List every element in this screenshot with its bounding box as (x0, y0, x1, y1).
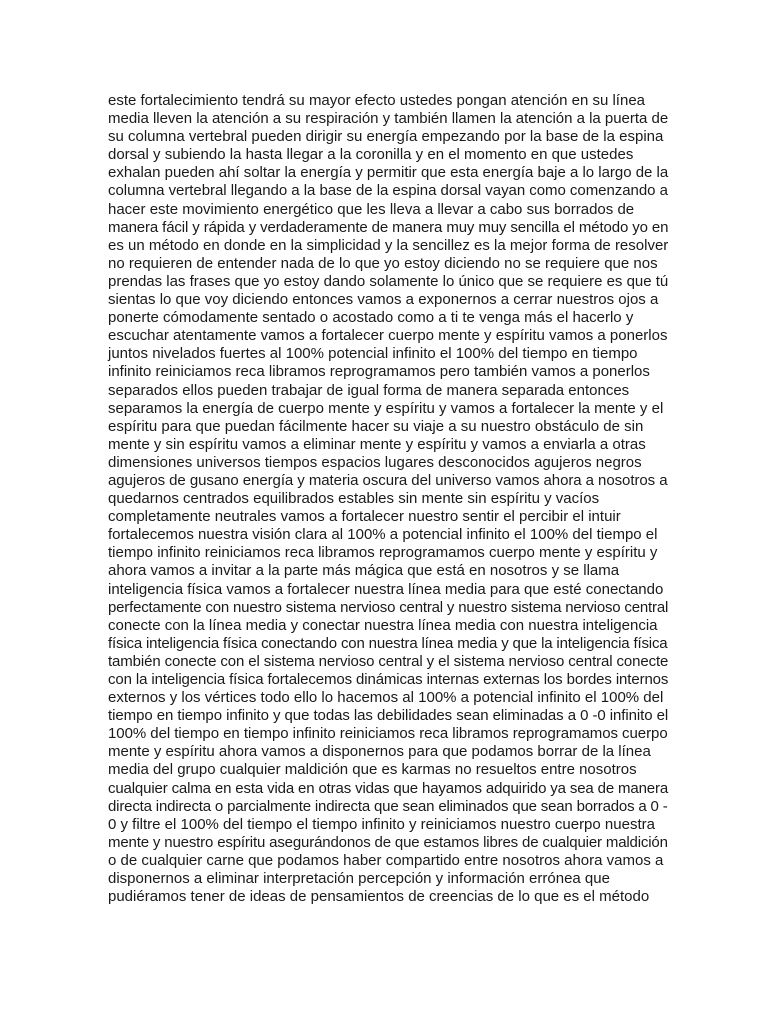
text-line: física inteligencia física conectando con nuestra línea media y que la inteligencia física (108, 634, 668, 652)
text-line: exhalan pueden ahí soltar la energía y permitir que esta energía baje a lo largo de la (108, 164, 669, 182)
text-line: es un método en donde en la simplicidad y la sencillez es la mejor forma de resolver (108, 236, 669, 254)
text-line: mente y sin espíritu vamos a eliminar mente y espíritu y vamos a enviarla a otras (108, 435, 646, 453)
text-line: mente y espíritu ahora vamos a disponernos para que podamos borrar de la línea (108, 743, 651, 761)
text-line: columna vertebral llegando a la base de la espina dorsal vayan como comenzando a (108, 182, 668, 200)
text-line: su columna vertebral pueden dirigir su energía empezando por la base de la espina (108, 128, 664, 146)
text-line: quedarnos centrados equilibrados estables sin mente sin espíritu y vacíos (108, 490, 600, 508)
text-line: infinito reiniciamos reca libramos reprogramamos pero también vamos a ponerlos (108, 363, 650, 381)
text-line: este fortalecimiento tendrá su mayor efecto ustedes pongan atención en su línea (108, 92, 646, 109)
text-line: inteligencia física vamos a fortalecer nuestra línea media para que esté conectando (108, 580, 664, 598)
text-line: conecte con la línea media y conectar nuestra línea media con nuestra inteligencia (108, 616, 658, 634)
text-line: no requieren de entender nada de lo que yo estoy diciendo no se requiere que nos (108, 254, 658, 272)
text-line: prendas las frases que yo estoy dando solamente lo único que se requiere es que tú (108, 272, 669, 290)
text-line: separamos la energía de cuerpo mente y espíritu y vamos a fortalecer la mente y el (108, 399, 664, 417)
body-text (108, 92, 668, 906)
text-line: juntos nivelados fuertes al 100% potencial infinito el 100% del tiempo en tiempo (108, 345, 638, 363)
text-line: media lleven la atención a su respiración y también llamen la atención a la puerta de (108, 110, 669, 128)
text-line: agujeros de gusano energía y materia oscura del universo vamos ahora a nosotros a (108, 471, 668, 489)
text-line: separados ellos pueden trabajar de igual forma de manera separada entonces (108, 381, 630, 399)
text-line: externos y los vértices todo ello lo hacemos al 100% a potencial infinito el 100% del (108, 689, 664, 707)
text-line: con la inteligencia física fortalecemos dinámicas internas externas los bordes internos (108, 671, 669, 688)
text-line: perfectamente con nuestro sistema nervioso central y nuestro sistema nervioso central (108, 598, 669, 616)
text-line: disponernos a eliminar interpretación percepción y información errónea que (108, 870, 610, 888)
text-line: media del grupo cualquier maldición que es karmas no resueltos entre nosotros (108, 761, 637, 779)
text-line: o de cualquier carne que podamos haber compartido entre nosotros ahora vamos a (108, 851, 664, 869)
text-line: 100% del tiempo en tiempo infinito reiniciamos reca libramos reprogramamos cuerpo (108, 725, 668, 743)
text-line: dimensiones universos tiempos espacios lugares desconocidos agujeros negros (108, 453, 642, 471)
text-line: completamente neutrales vamos a fortalecer nuestro sentir el percibir el intuir (108, 508, 621, 526)
text-line: cualquier calma en esta vida en otras vidas que hayamos adquirido ya sea de manera (108, 779, 669, 797)
text-line: 0 y filtre el 100% del tiempo el tiempo infinito y reiniciamos nuestro cuerpo nuestra (108, 815, 655, 833)
text-line: ponerte cómodamente sentado o acostado como a ti te venga más el hacerlo y (108, 309, 634, 327)
text-line: escuchar atentamente vamos a fortalecer cuerpo mente y espíritu vamos a ponerlos (108, 327, 668, 345)
text-line: hacer este movimiento energético que les lleva a llevar a cabo sus borrados de (108, 200, 635, 218)
text-line: pudiéramos tener de ideas de pensamientos de creencias de lo que es el método (108, 888, 650, 906)
text-line: también conecte con el sistema nervioso central y el sistema nervioso central conecte (108, 652, 669, 670)
text-line: tiempo infinito reiniciamos reca libramos reprogramamos cuerpo mente y espíritu y (108, 544, 658, 562)
text-line: manera fácil y rápida y verdaderamente de manera muy muy sencilla el método yo en (108, 218, 669, 236)
text-line: ahora vamos a invitar a la parte más mágica que está en nosotros y se llama (108, 562, 620, 580)
text-line: fortalecemos nuestra visión clara al 100% a potencial infinito el 100% del tiempo el (108, 526, 658, 544)
text-line: espíritu para que puedan fácilmente hacer su viaje a su nuestro obstáculo de sin (108, 417, 644, 435)
text-line: sientas lo que voy diciendo entonces vamos a exponernos a cerrar nuestros ojos a (108, 291, 659, 309)
text-line: mente y nuestro espíritu asegurándonos de que estamos libres de cualquier maldición (108, 833, 668, 851)
text-line: dorsal y subiendo la hasta llegar a la coronilla y en el momento en que ustedes (108, 146, 634, 164)
text-line: tiempo en tiempo infinito y que todas las debilidades sean eliminadas a 0 -0 infinito el (108, 707, 669, 725)
text-line: directa indirecta o parcialmente indirecta que sean eliminados que sean borrados a 0 - (108, 797, 668, 815)
